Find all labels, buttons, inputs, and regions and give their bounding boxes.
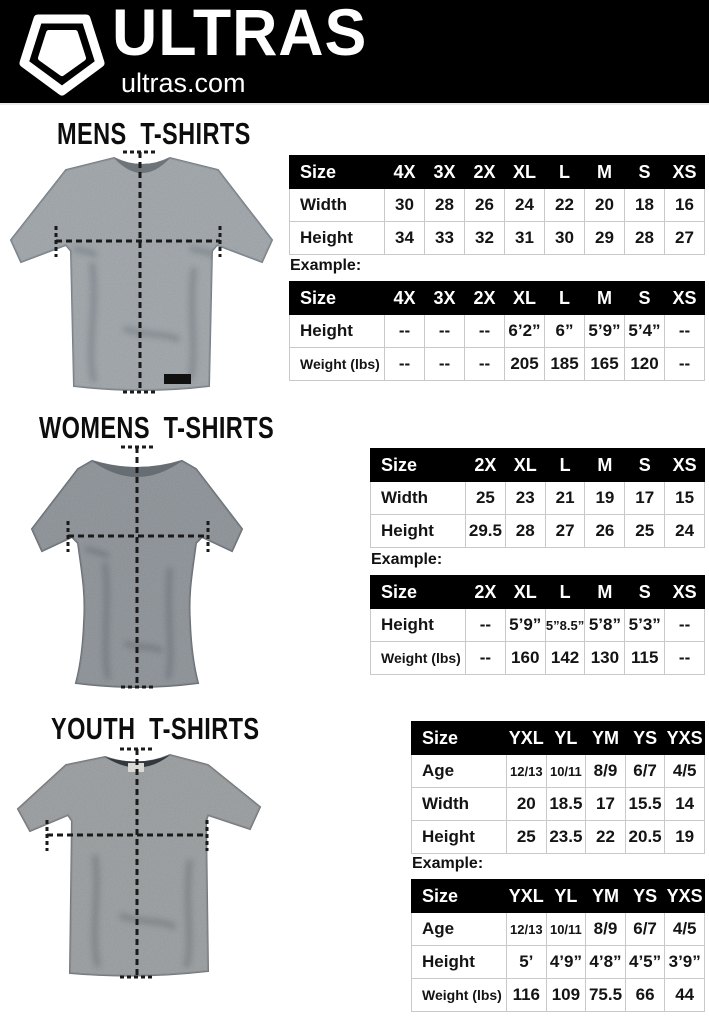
mens-hem-tag [164, 374, 191, 384]
table-row [371, 609, 705, 642]
table-cell: 29.5 [466, 515, 506, 548]
table-row [290, 222, 705, 255]
table-cell: -- [385, 348, 425, 381]
header-cell: L [545, 449, 585, 482]
header-cell: 4X [385, 156, 425, 189]
table-cell: 25 [625, 515, 665, 548]
womens-size-table [370, 448, 705, 548]
table-cell: 10/11 [546, 755, 586, 788]
table-cell: Weight (lbs) [371, 642, 466, 675]
table-cell: -- [466, 642, 506, 675]
table-cell: 109 [546, 979, 586, 1012]
table-cell: 19 [585, 482, 625, 515]
womens-example-label: Example: [371, 551, 443, 568]
header-cell: S [625, 156, 665, 189]
header-cell: L [545, 282, 585, 315]
table-cell: 22 [586, 821, 626, 854]
header-cell: L [545, 576, 585, 609]
table-cell: -- [665, 609, 705, 642]
table-cell: 21 [545, 482, 585, 515]
table-cell: 27 [545, 515, 585, 548]
header-cell: YL [546, 880, 586, 913]
table-cell: -- [665, 642, 705, 675]
table-cell: 6” [545, 315, 585, 348]
table-cell: 4’8” [586, 946, 626, 979]
table-cell: Height [290, 222, 385, 255]
table-row [412, 979, 705, 1012]
table-cell: 20 [507, 788, 547, 821]
table-cell: 4/5 [665, 755, 705, 788]
table-cell: 14 [665, 788, 705, 821]
header-cell: M [585, 576, 625, 609]
header-cell: YXL [507, 880, 547, 913]
table-row [371, 482, 705, 515]
header-cell: YXS [665, 722, 705, 755]
table-cell: 23.5 [546, 821, 586, 854]
table-cell: 6’2” [505, 315, 545, 348]
header-cell: XL [505, 156, 545, 189]
table-cell: Age [412, 755, 507, 788]
table-cell: 6/7 [625, 755, 665, 788]
womens-tshirt-image [30, 443, 250, 695]
table-cell: 18.5 [546, 788, 586, 821]
table-cell: 26 [465, 189, 505, 222]
header-cell: S [625, 576, 665, 609]
table-cell: 4/5 [665, 913, 705, 946]
header-cell: Size [290, 156, 385, 189]
table-cell: Width [412, 788, 507, 821]
table-cell: 10/11 [546, 913, 586, 946]
table-cell: 6/7 [625, 913, 665, 946]
header-cell: Size [412, 880, 507, 913]
table-row [290, 189, 705, 222]
table-cell: Weight (lbs) [290, 348, 385, 381]
table-cell: 28 [425, 189, 465, 222]
header-cell: XS [665, 576, 705, 609]
table-cell: 24 [505, 189, 545, 222]
womens-section-heading: WOMENS T-SHIRTS [39, 410, 275, 445]
table-cell: -- [465, 315, 505, 348]
table-cell: -- [665, 348, 705, 381]
header-cell: 3X [425, 156, 465, 189]
table-cell: 28 [625, 222, 665, 255]
table-row [290, 348, 705, 381]
header-cell: Size [371, 576, 466, 609]
table-cell: 4’5” [625, 946, 665, 979]
table-row [412, 946, 705, 979]
header-cell: YM [586, 722, 626, 755]
mens-tshirt-image [4, 148, 286, 400]
header-cell: XL [505, 282, 545, 315]
table-cell: 31 [505, 222, 545, 255]
table-cell: 8/9 [586, 755, 626, 788]
table-cell: 115 [625, 642, 665, 675]
table-cell: Weight (lbs) [412, 979, 507, 1012]
table-cell: 185 [545, 348, 585, 381]
site-url: ultras.com [121, 68, 246, 98]
header-cell: S [625, 282, 665, 315]
table-cell: 5’8” [585, 609, 625, 642]
table-cell: 116 [507, 979, 547, 1012]
table-cell: 20.5 [625, 821, 665, 854]
header-cell: XL [505, 576, 545, 609]
table-cell: 28 [505, 515, 545, 548]
table-cell: 16 [665, 189, 705, 222]
table-row [371, 642, 705, 675]
header-cell: S [625, 449, 665, 482]
table-cell: Height [371, 609, 466, 642]
table-cell: 17 [586, 788, 626, 821]
table-cell: Width [290, 189, 385, 222]
table-cell: 17 [625, 482, 665, 515]
table-cell: 12/13 [507, 755, 547, 788]
table-row [412, 913, 705, 946]
table-cell: 5”8.5” [545, 609, 585, 642]
header-cell: 2X [466, 576, 506, 609]
mens-example-label: Example: [290, 257, 362, 274]
table-cell: Height [290, 315, 385, 348]
header-cell: YL [546, 722, 586, 755]
mens-example-table [289, 281, 705, 381]
header-cell: M [585, 282, 625, 315]
youth-tshirt-image [10, 745, 270, 985]
ultras-pentagon-logo-icon [16, 5, 108, 97]
table-cell: 19 [665, 821, 705, 854]
mens-section-heading: MENS T-SHIRTS [57, 116, 251, 151]
table-cell: 15.5 [625, 788, 665, 821]
table-cell: 18 [625, 189, 665, 222]
table-cell: 160 [505, 642, 545, 675]
table-cell: 130 [585, 642, 625, 675]
table-cell: Height [412, 946, 507, 979]
youth-example-label: Example: [412, 855, 484, 872]
table-cell: Height [371, 515, 466, 548]
table-cell: 30 [545, 222, 585, 255]
womens-example-table [370, 575, 705, 675]
header-cell: Size [412, 722, 507, 755]
table-cell: Width [371, 482, 466, 515]
header-cell: XS [665, 156, 705, 189]
header-cell: Size [371, 449, 466, 482]
table-cell: 5’9” [505, 609, 545, 642]
header-cell: 2X [465, 282, 505, 315]
table-cell: -- [466, 609, 506, 642]
table-cell: Height [412, 821, 507, 854]
table-cell: 25 [507, 821, 547, 854]
table-cell: 22 [545, 189, 585, 222]
table-cell: 4’9” [546, 946, 586, 979]
table-row [412, 788, 705, 821]
table-cell: 24 [665, 515, 705, 548]
header-cell: XS [665, 282, 705, 315]
header-cell: M [585, 156, 625, 189]
table-cell: 75.5 [586, 979, 626, 1012]
table-cell: 12/13 [507, 913, 547, 946]
table-cell: -- [425, 348, 465, 381]
table-cell: 30 [385, 189, 425, 222]
table-row [290, 315, 705, 348]
brand-title: ULTRAS [112, 0, 368, 69]
header-cell: YS [625, 880, 665, 913]
header-bar [0, 0, 709, 105]
table-cell: -- [425, 315, 465, 348]
table-cell: 66 [625, 979, 665, 1012]
table-cell: 32 [465, 222, 505, 255]
table-cell: 23 [505, 482, 545, 515]
table-cell: 44 [665, 979, 705, 1012]
header-cell: 3X [425, 282, 465, 315]
table-cell: -- [665, 315, 705, 348]
table-row [412, 821, 705, 854]
mens-size-table [289, 155, 705, 255]
table-cell: 33 [425, 222, 465, 255]
header-cell: XL [505, 449, 545, 482]
youth-section-heading: YOUTH T-SHIRTS [51, 711, 260, 746]
header-cell: 2X [466, 449, 506, 482]
table-cell: 15 [665, 482, 705, 515]
table-cell: -- [465, 348, 505, 381]
header-cell: 4X [385, 282, 425, 315]
header-cell: YXL [507, 722, 547, 755]
table-cell: -- [385, 315, 425, 348]
table-cell: 8/9 [586, 913, 626, 946]
header-cell: L [545, 156, 585, 189]
table-cell: 25 [466, 482, 506, 515]
table-cell: 26 [585, 515, 625, 548]
table-cell: 5’4” [625, 315, 665, 348]
table-cell: 20 [585, 189, 625, 222]
table-cell: 29 [585, 222, 625, 255]
header-cell: YM [586, 880, 626, 913]
header-cell: XS [665, 449, 705, 482]
table-row [412, 755, 705, 788]
header-cell: Size [290, 282, 385, 315]
table-cell: 5’3” [625, 609, 665, 642]
header-cell: YS [625, 722, 665, 755]
header-cell: YXS [665, 880, 705, 913]
table-cell: 205 [505, 348, 545, 381]
youth-example-table [411, 879, 705, 1012]
table-cell: 3’9” [665, 946, 705, 979]
table-cell: 5’ [507, 946, 547, 979]
table-cell: 27 [665, 222, 705, 255]
table-cell: 142 [545, 642, 585, 675]
table-cell: 34 [385, 222, 425, 255]
table-row [371, 515, 705, 548]
header-cell: 2X [465, 156, 505, 189]
table-cell: 120 [625, 348, 665, 381]
header-cell: M [585, 449, 625, 482]
table-cell: Age [412, 913, 507, 946]
table-cell: 5’9” [585, 315, 625, 348]
table-cell: 165 [585, 348, 625, 381]
youth-size-table [411, 721, 705, 854]
